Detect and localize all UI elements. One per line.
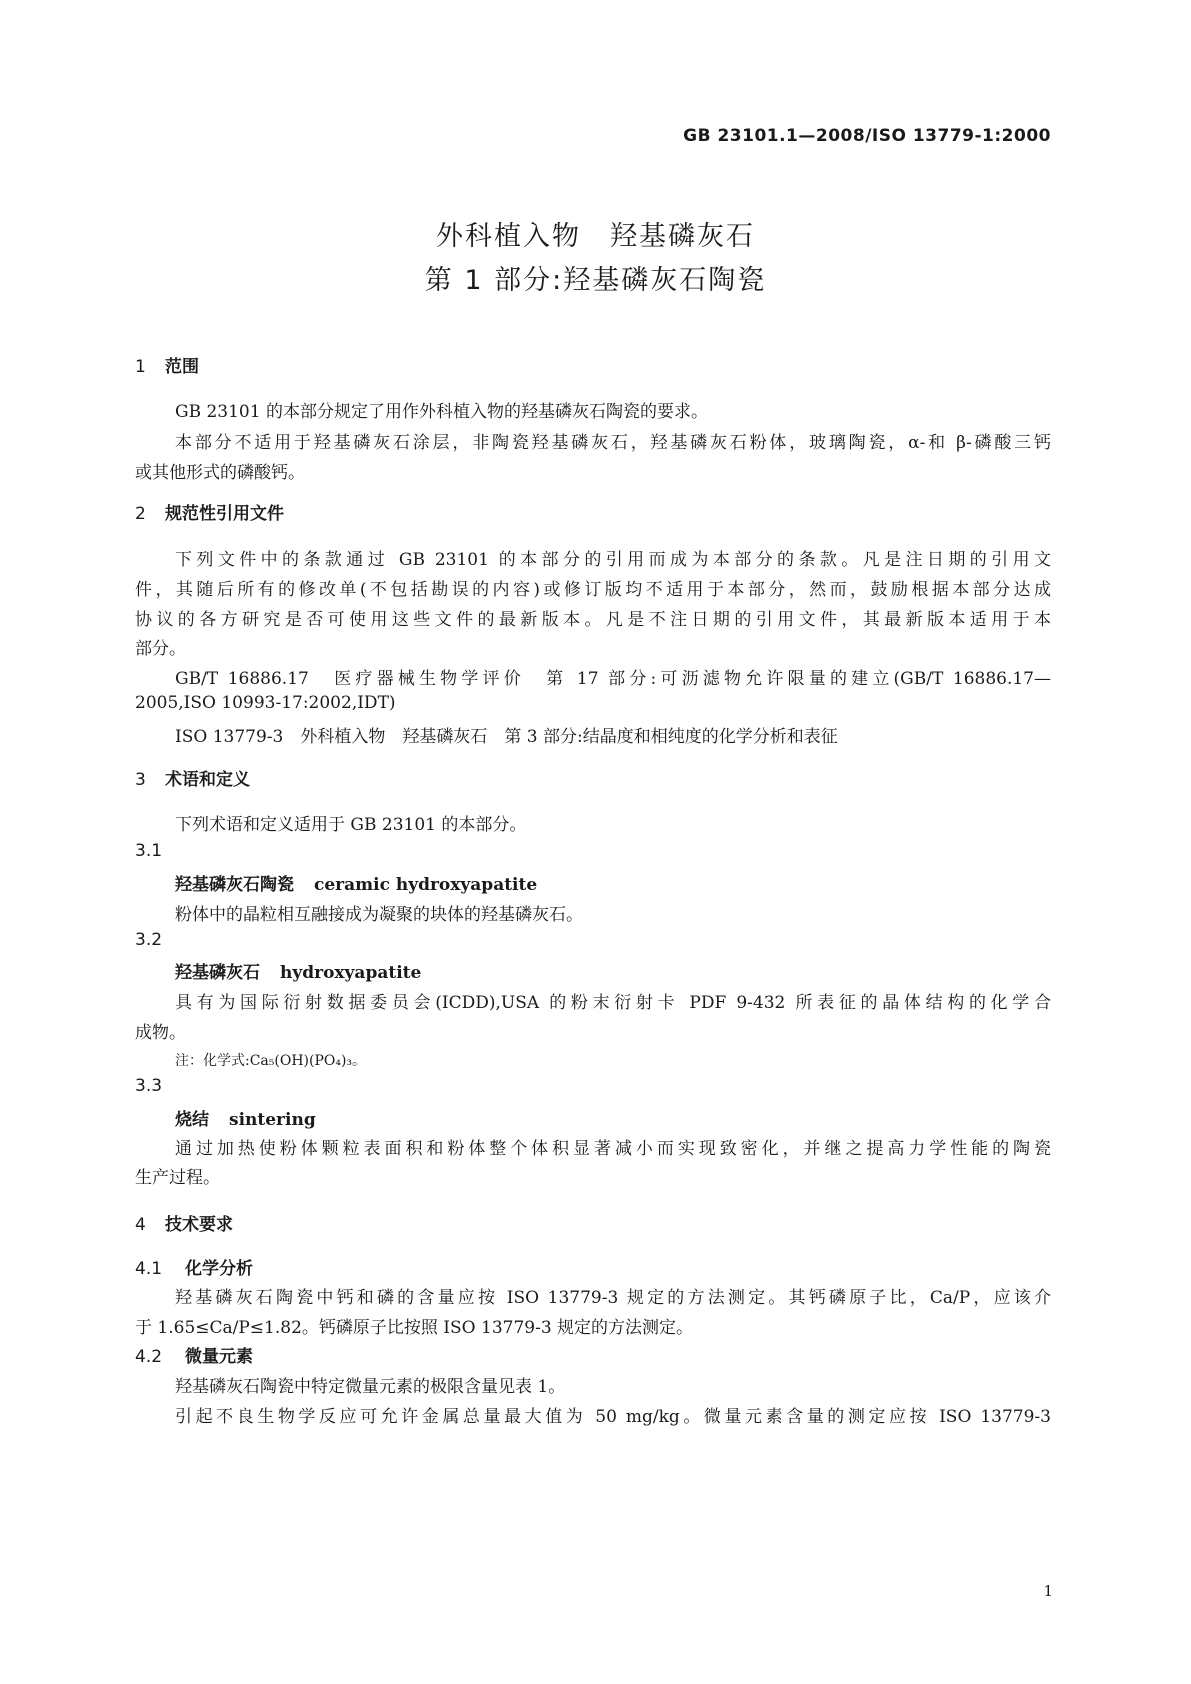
paragraph: 本部分不适用于羟基磷灰石涂层，非陶瓷羟基磷灰石，羟基磷灰石粉体，玻璃陶瓷，α-和 β-磷酸三钙 <box>175 433 1051 453</box>
section-number: 3 <box>135 770 146 790</box>
term-en: hydroxyapatite <box>280 963 422 983</box>
term-definition: 成物。 <box>135 1023 186 1043</box>
section-title: 范围 <box>165 357 199 377</box>
subsection-4-1-heading <box>135 1254 253 1279</box>
term-cn: 羟基磷灰石陶瓷 <box>175 875 294 895</box>
term-definition: 具有为国际衍射数据委员会(ICDD),USA 的粉末衍射卡 PDF 9-432 所表征的晶体结构的化学合 <box>175 993 1051 1013</box>
page-number: 1 <box>1043 1582 1053 1600</box>
reference-item: 2005,ISO 10993-17:2002,IDT) <box>135 693 396 713</box>
term-definition: 生产过程。 <box>135 1168 220 1188</box>
section-3-heading <box>135 765 250 790</box>
section-2-heading <box>135 499 284 524</box>
term-cn: 烧结 <box>175 1110 209 1130</box>
term-en: ceramic hydroxyapatite <box>314 875 538 895</box>
paragraph: 下列文件中的条款通过 GB 23101 的本部分的引用而成为本部分的条款。凡是注日期的引用文 <box>175 550 1051 570</box>
paragraph: 协议的各方研究是否可使用这些文件的最新版本。凡是不注日期的引用文件，其最新版本适用于本 <box>135 610 1051 630</box>
paragraph: 部分。 <box>135 639 186 659</box>
term-definition: 通过加热使粉体颗粒表面积和粉体整个体积显著减小而实现致密化，并继之提高力学性能的陶瓷 <box>175 1139 1051 1159</box>
subsection-title: 微量元素 <box>185 1347 253 1367</box>
subsection-number: 4.1 <box>135 1259 163 1279</box>
term-cn: 羟基磷灰石 <box>175 963 260 983</box>
section-1-heading <box>135 352 199 377</box>
term-note: 注：化学式:Ca₅(OH)(PO₄)₃。 <box>175 1053 367 1069</box>
term-number: 3.3 <box>135 1076 163 1096</box>
paragraph: 下列术语和定义适用于 GB 23101 的本部分。 <box>175 815 527 835</box>
section-title: 规范性引用文件 <box>165 504 284 524</box>
paragraph: 引起不良生物学反应可允许金属总量最大值为 50 mg/kg。微量元素含量的测定应按 ISO 13779-3 <box>175 1407 1051 1427</box>
term-number: 3.1 <box>135 841 163 861</box>
paragraph: 羟基磷灰石陶瓷中钙和磷的含量应按 ISO 13779-3 规定的方法测定。其钙磷原子比，Ca/P，应该介 <box>175 1288 1051 1308</box>
paragraph: 于 1.65≤Ca/P≤1.82。钙磷原子比按照 ISO 13779-3 规定的方法测定。 <box>135 1318 694 1338</box>
section-4-heading <box>135 1210 233 1235</box>
section-number: 1 <box>135 357 146 377</box>
term-number: 3.2 <box>135 930 163 950</box>
term-heading <box>175 870 537 895</box>
section-number: 4 <box>135 1215 146 1235</box>
reference-item: ISO 13779-3 外科植入物 羟基磷灰石 第 3 部分:结晶度和相纯度的化学分析和表征 <box>175 727 838 747</box>
term-definition: 粉体中的晶粒相互融接成为凝聚的块体的羟基磷灰石。 <box>175 905 583 925</box>
reference-item: GB/T 16886.17 医疗器械生物学评价 第 17 部分:可沥滤物允许限量的建立(GB/T 16886.17— <box>175 669 1051 689</box>
document-title-line2: 第 1 部分:羟基磷灰石陶瓷 <box>424 265 767 296</box>
standard-number: GB 23101.1—2008/ISO 13779-1:2000 <box>683 126 1051 146</box>
subsection-number: 4.2 <box>135 1347 163 1367</box>
subsection-4-2-heading <box>135 1342 253 1367</box>
paragraph: 或其他形式的磷酸钙。 <box>135 463 305 483</box>
section-title: 技术要求 <box>165 1215 233 1235</box>
paragraph: 件，其随后所有的修改单(不包括勘误的内容)或修订版均不适用于本部分，然而，鼓励根据本部分达成 <box>135 580 1051 600</box>
term-heading <box>175 958 421 983</box>
paragraph: 羟基磷灰石陶瓷中特定微量元素的极限含量见表 1。 <box>175 1377 566 1397</box>
document-title-line1: 外科植入物 羟基磷灰石 <box>436 221 755 252</box>
section-title: 术语和定义 <box>165 770 250 790</box>
term-heading <box>175 1105 316 1130</box>
term-en: sintering <box>229 1110 316 1130</box>
section-number: 2 <box>135 504 146 524</box>
subsection-title: 化学分析 <box>185 1259 253 1279</box>
paragraph: GB 23101 的本部分规定了用作外科植入物的羟基磷灰石陶瓷的要求。 <box>175 402 708 422</box>
